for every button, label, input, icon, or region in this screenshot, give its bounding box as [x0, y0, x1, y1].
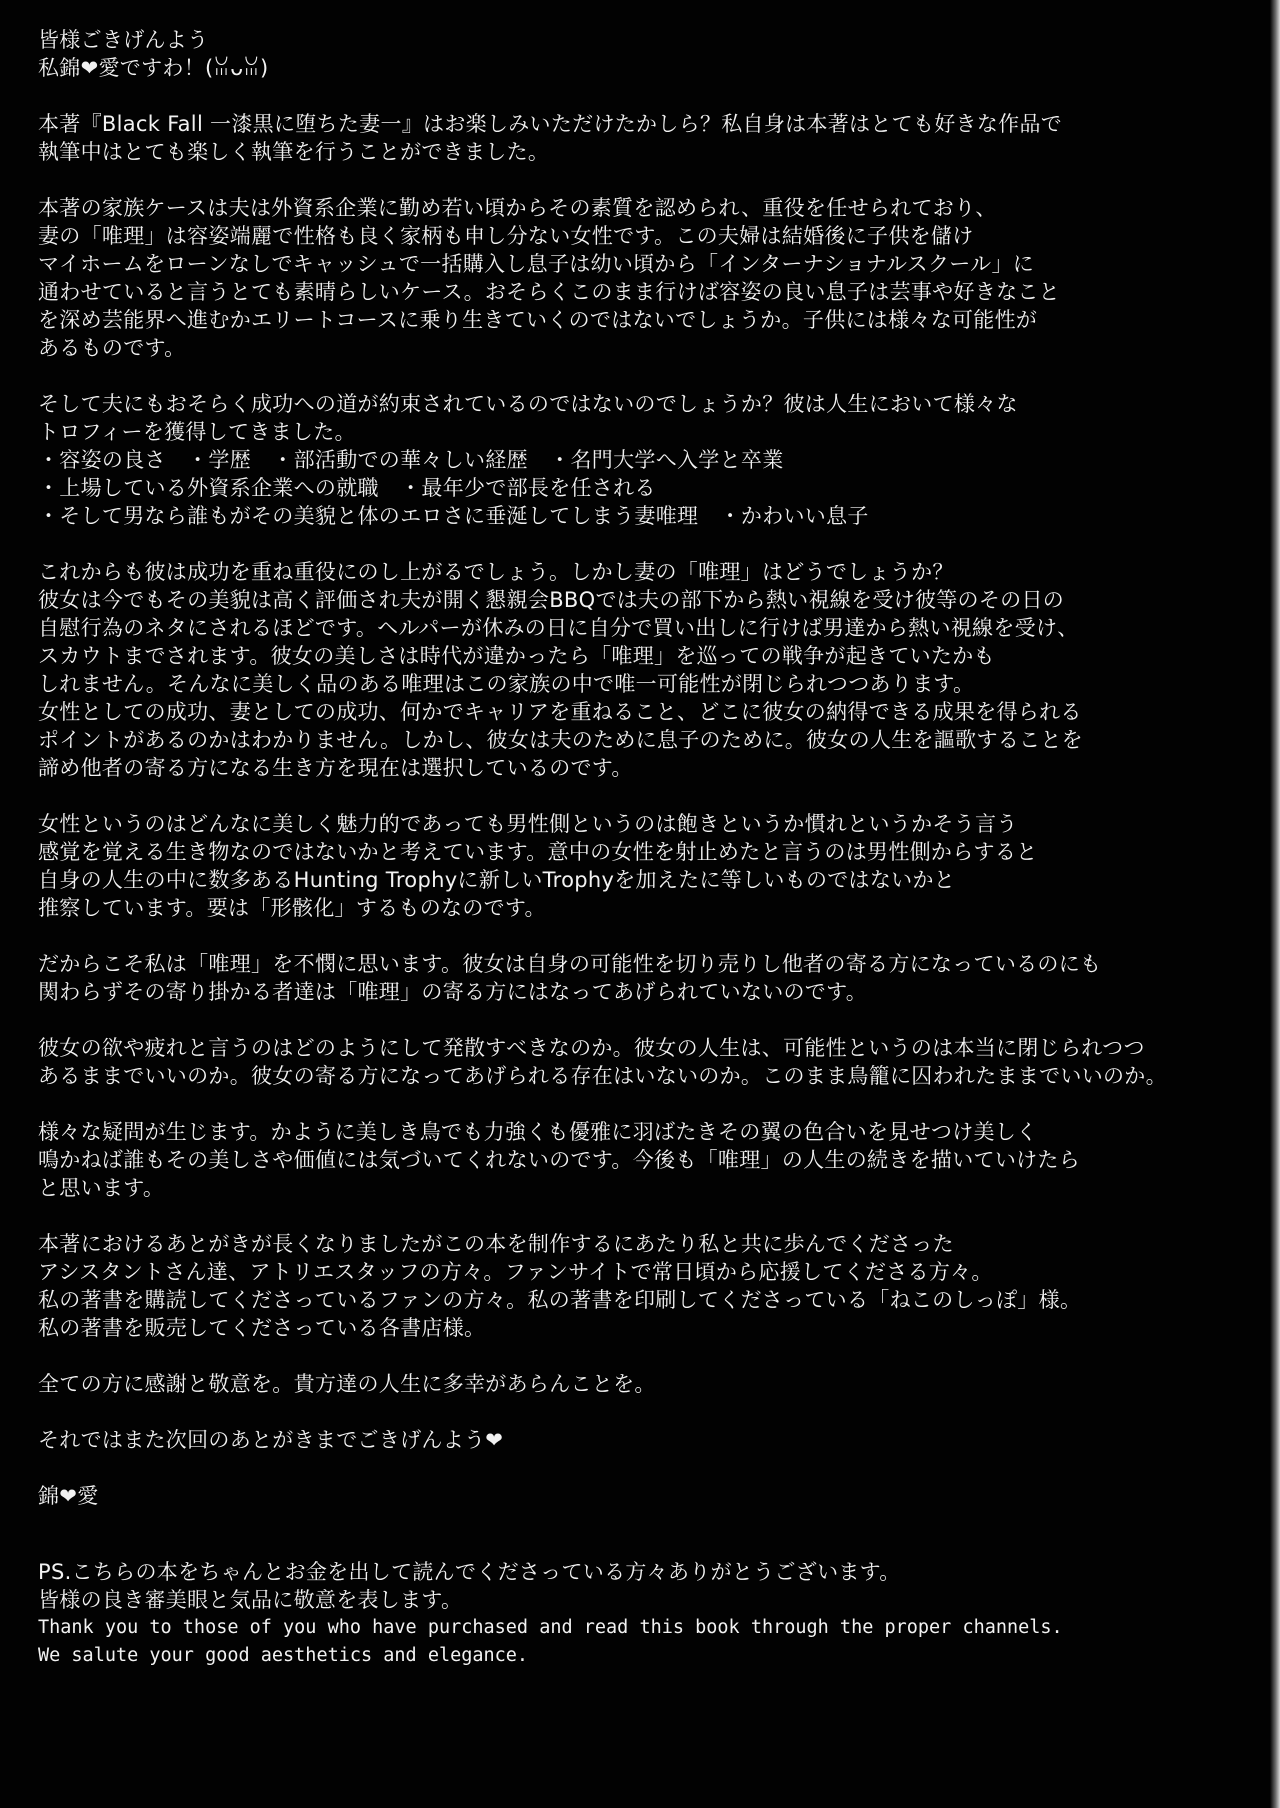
text-line: これからも彼は成功を重ね重役にのし上がるでしょう。しかし妻の「唯理」はどうでしょうか？ — [38, 560, 954, 584]
paragraph-questions — [38, 1034, 1238, 1090]
text-line: 本著の家族ケースは夫は外資系企業に勤め若い頃からその素質を認められ、重役を任せられており、 — [38, 196, 997, 220]
text-line: 感覚を覚える生き物なのではないかと考えています。意中の女性を射止めたと言うのは男性側からすると — [38, 840, 1038, 864]
ps-line: PS.こちらの本をちゃんとお金を出して読んでくださっている方々ありがとうございます。 — [38, 1560, 901, 1584]
text-line: アシスタントさん達、アトリエスタッフの方々。ファンサイトで常日頃から応援してくださる方々。 — [38, 1260, 993, 1284]
ps-english-line: Thank you to those of you who have purchased and read this book through the proper channels. — [38, 1617, 1063, 1638]
text-line: 女性としての成功、妻としての成功、何かでキャリアを重ねること、どこに彼女の納得できる成果を得られる — [38, 700, 1082, 724]
text-line: 推察しています。要は「形骸化」するものなのです。 — [38, 896, 546, 920]
text-line: 鳴かねば誰もその美しさや価値には気づいてくれないのです。今後も「唯理」の人生の続きを描いていけたら — [38, 1148, 1081, 1172]
text-line: 自身の人生の中に数多あるHunting Trophyに新しいTrophyを加えたに等しいものではないかと — [38, 868, 956, 892]
text-line: あるものです。 — [38, 336, 186, 360]
text-line: 諦め他者の寄る方になる生き方を現在は選択しているのです。 — [38, 756, 633, 780]
paragraph-gratitude — [38, 1370, 1238, 1398]
text-line: だからこそ私は「唯理」を不憫に思います。彼女は自身の可能性を切り売りし他者の寄る方になっているのにも — [38, 952, 1102, 976]
signature: 錦❤愛 — [38, 1484, 99, 1508]
text-line: 様々な疑問が生じます。かように美しき鳥でも力強くも優雅に羽ばたきその翼の色合いを見せつけ美しく — [38, 1120, 1038, 1144]
text-line: 本著『Black Fall 一漆黒に堕ちた妻一』はお楽しみいただけたかしら？私自身は本著はとても好きな作品で — [38, 112, 1063, 136]
text-line: 私の著書を販売してくださっている各書店様。 — [38, 1316, 486, 1340]
trophy-list-item: ・容姿の良さ ・学歴 ・部活動での華々しい経歴 ・名門大学へ入学と卒業 — [38, 448, 784, 472]
paragraph-pity — [38, 950, 1238, 1006]
paragraph-thanks — [38, 1230, 1238, 1342]
paragraph-intro — [38, 110, 1238, 166]
text-line: それではまた次回のあとがきまでごきげんよう❤ — [38, 1428, 504, 1452]
text-line: 彼女の欲や疲れと言うのはどのようにして発散すべきなのか。彼女の人生は、可能性というのは本当に閉じられつつ — [38, 1036, 1145, 1060]
text-line: ポイントがあるのかはわかりません。しかし、彼女は夫のために息子のために。彼女の人生を謳歌することを — [38, 728, 1083, 752]
text-line: あるままでいいのか。彼女の寄る方になってあげられる存在はいないのか。このまま鳥籠に囚われたままでいいのか。 — [38, 1064, 1167, 1088]
text-line: 通わせていると言うとても素晴らしいケース。おそらくこのまま行けば容姿の良い息子は芸事や好きなこと — [38, 280, 1060, 304]
text-line: 妻の「唯理」は容姿端麗で性格も良く家柄も申し分ない女性です。この夫婦は結婚後に子供を儲け — [38, 224, 974, 248]
text-line: 彼女は今でもその美貌は高く評価され夫が開く懇親会BBQでは夫の部下から熱い視線を受け彼等のその日の — [38, 588, 1065, 612]
afterword-text — [38, 26, 1238, 1670]
paragraph-women — [38, 810, 1238, 922]
ps-english-line: We salute your good aesthetics and elegance. — [38, 1645, 529, 1666]
text-line: を深め芸能界へ進むかエリートコースに乗り生きていくのではないでしょうか。子供には様々な可能性が — [38, 308, 1038, 332]
postscript — [38, 1558, 1238, 1670]
text-line: そして夫にもおそらく成功への道が約束されているのではないのでしょうか？彼は人生において様々な — [38, 392, 1018, 416]
text-line: 本著におけるあとがきが長くなりましたがこの本を制作するにあたり私と共に歩んでくださった — [38, 1232, 954, 1256]
greeting-line: 皆様ごきげんよう — [38, 28, 209, 52]
text-line: 執筆中はとても楽しく執筆を行うことができました。 — [38, 140, 550, 164]
text-line: と思います。 — [38, 1176, 165, 1200]
paragraph-doubts — [38, 1118, 1238, 1202]
text-line: スカウトまでされます。彼女の美しさは時代が違かったら「唯理」を巡っての戦争が起きていたかも — [38, 644, 995, 668]
paragraph-family-case — [38, 194, 1238, 362]
text-line: マイホームをローンなしでキャッシュで一括購入し息子は幼い頃から「インターナショナルスクール」に — [38, 252, 1035, 276]
signature-block — [38, 1482, 1238, 1510]
paragraph-trophies — [38, 390, 1238, 530]
greeting — [38, 26, 1238, 82]
paragraph-farewell — [38, 1426, 1238, 1454]
text-line: 私の著書を購読してくださっているファンの方々。私の著書を印刷してくださっている「ねこのしっぽ」様。 — [38, 1288, 1082, 1312]
text-line: トロフィーを獲得してきました。 — [38, 420, 356, 444]
text-line: 自慰行為のネタにされるほどです。ヘルパーが休みの日に自分で買い出しに行けば男達から熱い視線を受け、 — [38, 616, 1079, 640]
text-line: 全ての方に感謝と敬意を。貴方達の人生に多幸があらんことを。 — [38, 1372, 656, 1396]
text-line: 関わらずその寄り掛かる者達は「唯理」の寄る方にはなってあげられていないのです。 — [38, 980, 868, 1004]
text-line: 女性というのはどんなに美しく魅力的であっても男性側というのは飽きというか慣れというかそう言う — [38, 812, 1018, 836]
trophy-list-item: ・上場している外資系企業への就職 ・最年少で部長を任される — [38, 476, 656, 500]
paragraph-wife — [38, 558, 1238, 782]
author-intro-line: 私錦❤愛ですわ！(ꈍᴗꈍ) — [38, 56, 269, 80]
text-line: しれません。そんなに美しく品のある唯理はこの家族の中で唯一可能性が閉じられつつあります。 — [38, 672, 975, 696]
ps-line: 皆様の良き審美眼と気品に敬意を表します。 — [38, 1588, 463, 1612]
trophy-list-item: ・そして男なら誰もがその美貌と体のエロさに垂涎してしまう妻唯理 ・かわいい息子 — [38, 504, 869, 528]
